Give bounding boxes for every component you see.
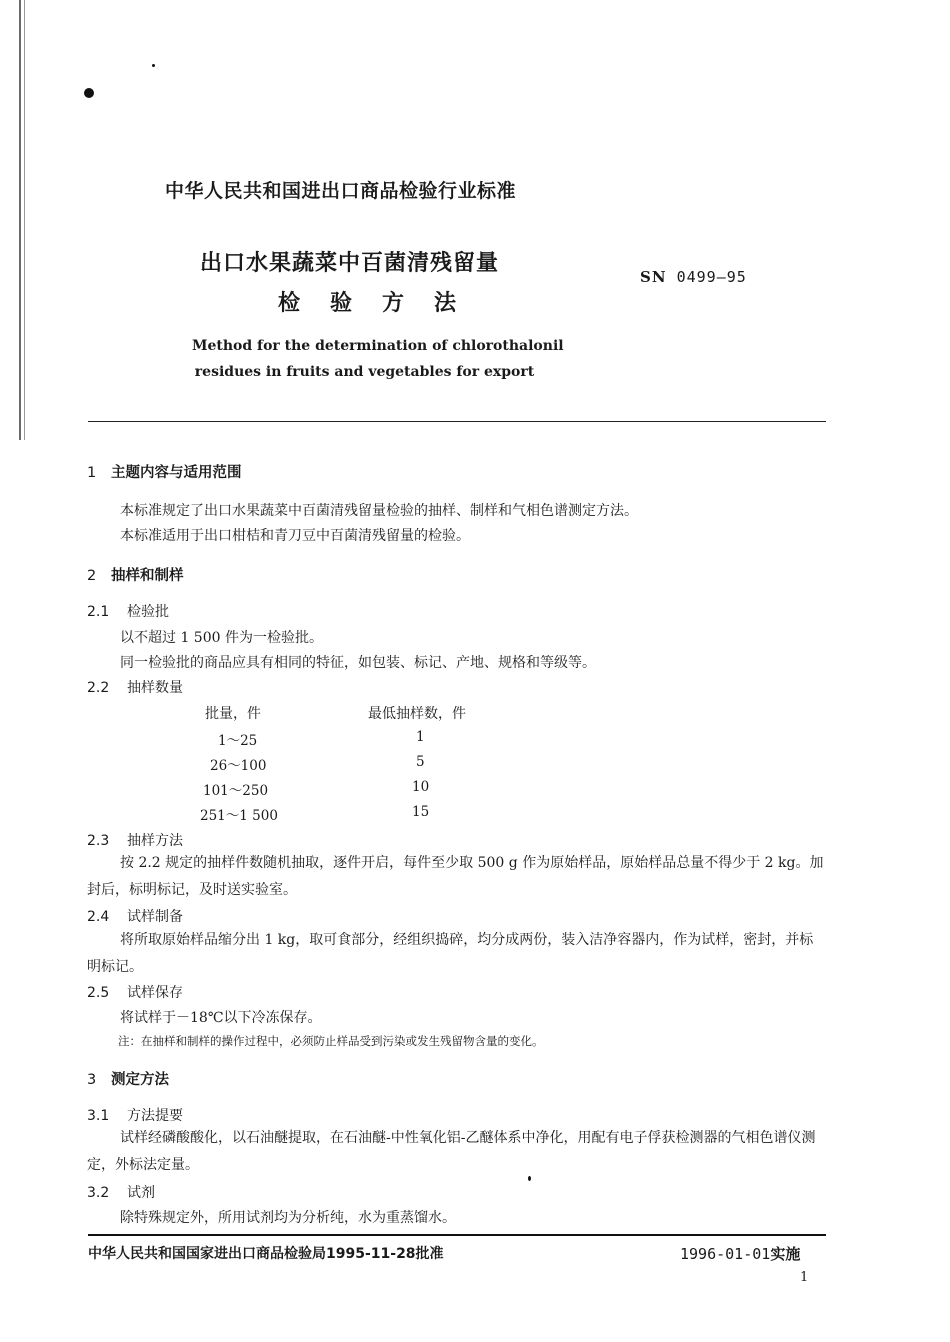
english-title-line1: Method for the determination of chlorothalonil: [192, 338, 564, 354]
subsection-heading: 2.3 抽样方法: [87, 833, 183, 849]
effective-date: [680, 1243, 800, 1264]
paragraph: 本标准规定了出口水果蔬菜中百菌清残留量检验的抽样、制样和气相色谱测定方法。: [120, 503, 638, 519]
english-title-line2: residues in fruits and vegetables for export: [194, 364, 535, 380]
english-title: [192, 333, 564, 385]
effective-date-value: 1996-01-01: [680, 1245, 771, 1263]
page-number: 1: [800, 1270, 809, 1285]
section-heading: 1 主题内容与适用范围: [87, 465, 242, 481]
section-heading: 2 抽样和制样: [87, 568, 184, 584]
effective-label: 实施: [770, 1245, 801, 1263]
subsection-heading: 3.1 方法提要: [87, 1108, 183, 1124]
subsection-heading: 3.2 试剂: [87, 1185, 155, 1201]
scan-edge-line: [19, 0, 21, 440]
subsection-heading: 2.2 抽样数量: [87, 680, 183, 696]
table-header-lot-size: 批量，件: [205, 706, 261, 722]
table-cell-lot-size: 101～250: [203, 783, 269, 799]
scan-speck: [84, 88, 94, 98]
footer-divider: [88, 1234, 826, 1236]
subsection-heading: 2.1 检验批: [87, 604, 169, 620]
paragraph: 除特殊规定外，所用试剂均为分析纯，水为重蒸馏水。: [120, 1210, 456, 1226]
paragraph: 以不超过 1 500 件为一检验批。: [120, 630, 323, 646]
paragraph: 按 2.2 规定的抽样件数随机抽取，逐件开启，每件至少取 500 g 作为原始样品，原始样品总量不得少于 2 kg。加封后，标明标记，及时送实验室。: [87, 855, 824, 898]
scan-speck: [152, 64, 155, 67]
standard-code: [640, 268, 747, 286]
paragraph: 将所取原始样品缩分出 1 kg，取可食部分，经组织捣碎，均分成两份，装入洁净容器内，作为试样，密封，并标明标记。: [87, 932, 814, 975]
standard-number: 0499—95: [676, 268, 747, 286]
paragraph: 将试样于－18℃以下冷冻保存。: [120, 1010, 322, 1026]
section-heading: 3 测定方法: [87, 1072, 169, 1088]
paragraph: 试样经磷酸酸化，以石油醚提取，在石油醚-中性氧化铝-乙醚体系中净化，用配有电子俘获检测器的气相色谱仪测定，外标法定量。: [87, 1130, 816, 1173]
approval-statement: 中华人民共和国国家进出口商品检验局1995-11-28批准: [88, 1246, 444, 1262]
standard-prefix: SN: [640, 268, 667, 286]
table-cell-lot-size: 26～100: [210, 758, 267, 774]
table-cell-min-samples: 5: [416, 754, 425, 770]
note: 注：在抽样和制样的操作过程中，必须防止样品受到污染或发生残留物含量的变化。: [118, 1034, 544, 1048]
table-cell-min-samples: 10: [412, 779, 430, 795]
table-cell-lot-size: 1～25: [218, 733, 258, 749]
issuing-organization: 中华人民共和国进出口商品检验行业标准: [165, 180, 517, 202]
table-cell-min-samples: 15: [412, 804, 430, 820]
table-header-min-samples: 最低抽样数，件: [368, 706, 466, 722]
subsection-heading: 2.4 试样制备: [87, 909, 183, 925]
subsection-heading: 2.5 试样保存: [87, 985, 183, 1001]
scan-edge-line: [24, 0, 25, 440]
document-title-line1: 出口水果蔬菜中百菌清残留量: [200, 251, 500, 276]
paragraph: 同一检验批的商品应具有相同的特征，如包装、标记、产地、规格和等级等。: [120, 655, 596, 671]
table-cell-lot-size: 251～1 500: [200, 808, 278, 824]
document-title-line2: 检验方法: [278, 291, 487, 316]
header-divider: [88, 421, 826, 422]
table-cell-min-samples: 1: [416, 729, 425, 745]
paragraph: 本标准适用于出口柑桔和青刀豆中百菌清残留量的检验。: [120, 528, 470, 544]
